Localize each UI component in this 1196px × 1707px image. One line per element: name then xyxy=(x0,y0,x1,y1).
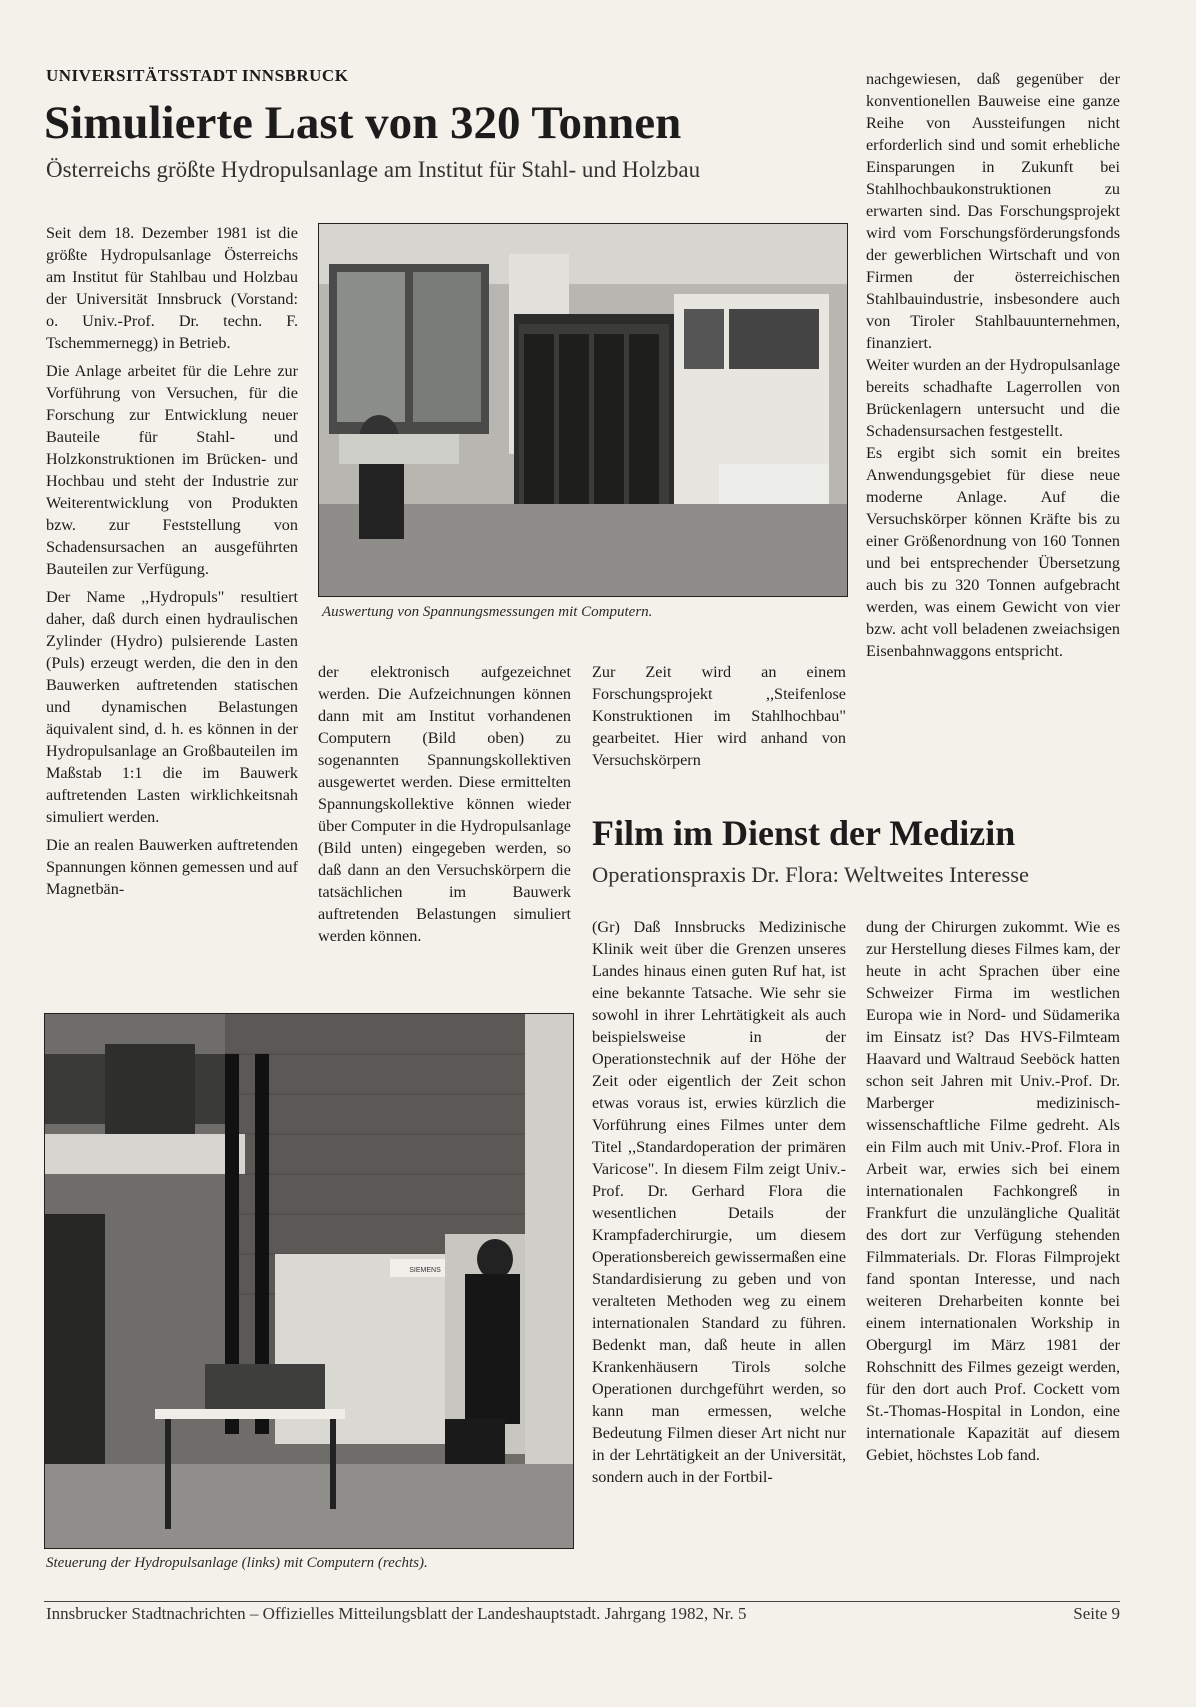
article1-column-2 xyxy=(318,661,571,953)
article2-column-2 xyxy=(866,916,1120,1472)
paragraph: nachgewiesen, daß gegenüber der konventionellen Bauweise eine ganze Reihe von Aussteifungen nicht erforderlich sind und somit erhebliche Einsparungen in Zukunft bei Stahlhochbaukonstruktionen zu erwarten sind. Das Forschungsprojekt wird vom Forschungsförderungsfonds der gewerblichen Wirtschaft und von Firmen der österreichischen Stahlbauindustrie, insbesondere auch von Tiroler Stahlbauunternehmen, finanziert. xyxy=(866,70,1120,352)
photo-computer-room-image xyxy=(319,224,847,596)
footer-publication: Innsbrucker Stadtnachrichten – Offizielles Mitteilungsblatt der Landeshauptstadt. Jahrgang 1982, Nr. 5 xyxy=(46,1604,747,1623)
siemens-label: SIEMENS xyxy=(409,1267,441,1274)
page-number: Seite 9 xyxy=(1073,1604,1120,1623)
section-kicker: UNIVERSITÄTSSTADT INNSBRUCK xyxy=(46,66,349,85)
photo-top-caption: Auswertung von Spannungsmessungen mit Computern. xyxy=(322,604,653,620)
paragraph: Die Anlage arbeitet für die Lehre zur Vorführung von Versuchen, für die Forschung zur Entwicklung neuer Bauteile für Stahl- und Holzkonstruktionen im Brücken- und Hochbau und steht der Industrie zur Weiterentwicklung von Produkten bzw. zur Feststellung von Schadensursachen an ausgeführten Bauteilen zur Verfügung. xyxy=(46,362,298,578)
article1-column-1 xyxy=(46,222,298,906)
photo-hydropuls-control-image xyxy=(45,1014,573,1548)
photo-hydropuls-control xyxy=(44,1013,574,1549)
footer-rule xyxy=(44,1601,1120,1602)
photo-bottom-caption: Steuerung der Hydropulsanlage (links) mit Computern (rechts). xyxy=(46,1555,428,1571)
paragraph: Der Name ,,Hydropuls" resultiert daher, daß durch einen hydraulischen Zylinder (Hydro) pulsierende Lasten (Puls) erzeugt werden, die den in den Bauwerken auftretenden statischen und dynamischen Belastungen äquivalent sind, d. h. es können in der Hydropulsanlage an Großbauteilen im Maßstab 1:1 die im Bauwerk auftretenden Lasten wirklichkeitsnah simuliert werden. xyxy=(46,588,298,826)
article2-subtitle: Operationspraxis Dr. Flora: Weltweites Interesse xyxy=(592,862,1030,887)
paragraph: der elektronisch aufgezeichnet werden. Die Aufzeichnungen können dann mit am Institut vorhandenen Computern (Bild oben) zu sogenannten Spannungskollektiven ausgewertet werden. Diese ermittelten Spannungskollektive können wieder über Computer in die Hydropulsanlage (Bild unten) eingegeben werden, so daß dann an den Versuchskörpern die tatsächlichen im Bauwerk auftretenden Belastungen simuliert werden können. xyxy=(318,663,571,945)
article-subtitle: Österreichs größte Hydropulsanlage am Institut für Stahl- und Holzbau xyxy=(46,157,701,182)
paragraph: (Gr) Daß Innsbrucks Medizinische Klinik weit über die Grenzen unseres Landes hinaus einen guten Ruf hat, ist eine bekannte Tatsache. Wie sehr sie sowohl in ihrer Lehrtätigkeit als auch beispielsweise in der Operationstechnik auf der Höhe der Zeit oder eigentlich der Zeit schon etwas voraus ist, erwies kürzlich die Vorführung eines Filmes unter dem Titel ,,Standardoperation der primären Varicose". In diesem Film zeigt Univ.-Prof. Dr. Gerhard Flora die wesentlichen Details der Krampfaderchirurgie, um diesem Operationsbereich gewissermaßen eine Standardisierung zu geben und von veralteten Methoden weg zu einem internationalen Standard zu führen. Bedenkt man, daß heute in allen Krankenhäusern Tirols solche Operationen durchgeführt werden, so kann man ermessen, welche Bedeutung Filmen dieser Art nicht nur in der Lehrtätigkeit an der Universität, sondern auch in der Fortbil- xyxy=(592,918,846,1486)
photo-computer-room xyxy=(318,223,848,597)
article1-column-3 xyxy=(592,661,846,777)
paragraph: Die an realen Bauwerken auftretenden Spannungen können gemessen und auf Magnetbän- xyxy=(46,836,298,898)
paragraph: Es ergibt sich somit ein breites Anwendungsgebiet für diese neue moderne Anlage. Auf die Versuchskörper können Kräfte bis zu einer Größenordnung von 160 Tonnen und bei entsprechender Übersetzung auch bis zu 320 Tonnen aufgebracht werden, was einem Gewicht von vier bzw. acht voll beladenen zweiachsigen Eisenbahnwaggons entspricht. xyxy=(866,444,1120,660)
paragraph: Seit dem 18. Dezember 1981 ist die größte Hydropulsanlage Österreichs am Institut für Stahlbau und Holzbau der Universität Innsbruck (Vorstand: o. Univ.-Prof. Dr. techn. F. Tschemmernegg) in Betrieb. xyxy=(46,224,298,352)
article1-column-4 xyxy=(866,68,1120,662)
article2-column-1 xyxy=(592,916,846,1494)
paragraph: Weiter wurden an der Hydropulsanlage bereits schadhafte Lagerrollen von Brückenlagern untersucht und die Schadensursachen festgestellt. xyxy=(866,356,1121,440)
paragraph: Zur Zeit wird an einem Forschungsprojekt ,,Steifenlose Konstruktionen im Stahlhochbau" gearbeitet. Hier wird anhand von Versuchskörpern xyxy=(592,663,846,769)
article2-headline: Film im Dienst der Medizin xyxy=(592,813,1016,853)
paragraph: dung der Chirurgen zukommt. Wie es zur Herstellung dieses Filmes kam, der heute in acht Sprachen über eine Schweizer Firma im westlichen Europa wie in Nord- und Südamerika im Einsatz ist? Das HVS-Filmteam Haavard und Waltraud Seeböck hatten schon seit Jahren mit Univ.-Prof. Dr. Marberger medizinisch-wissenschaftliche Filme gedreht. Als ein Film auch mit Univ.-Prof. Flora in Arbeit war, erwies sich bei einem internationalen Fachkongreß in Frankfurt die unzulängliche Qualität des dort zur Verfügung stehenden Filmmaterials. Dr. Floras Filmprojekt fand spontan Interesse, und nach weiteren Dreharbeiten konnte bei einem internationalen Workship in Obergurgl im März 1981 der Rohschnitt des Filmes gezeigt werden, für den dort auch Prof. Cockett vom St.-Thomas-Hospital in London, eine internationale Kapazität auf diesem Gebiet, höchstes Lob fand. xyxy=(866,918,1120,1464)
article-headline: Simulierte Last von 320 Tonnen xyxy=(44,97,682,149)
